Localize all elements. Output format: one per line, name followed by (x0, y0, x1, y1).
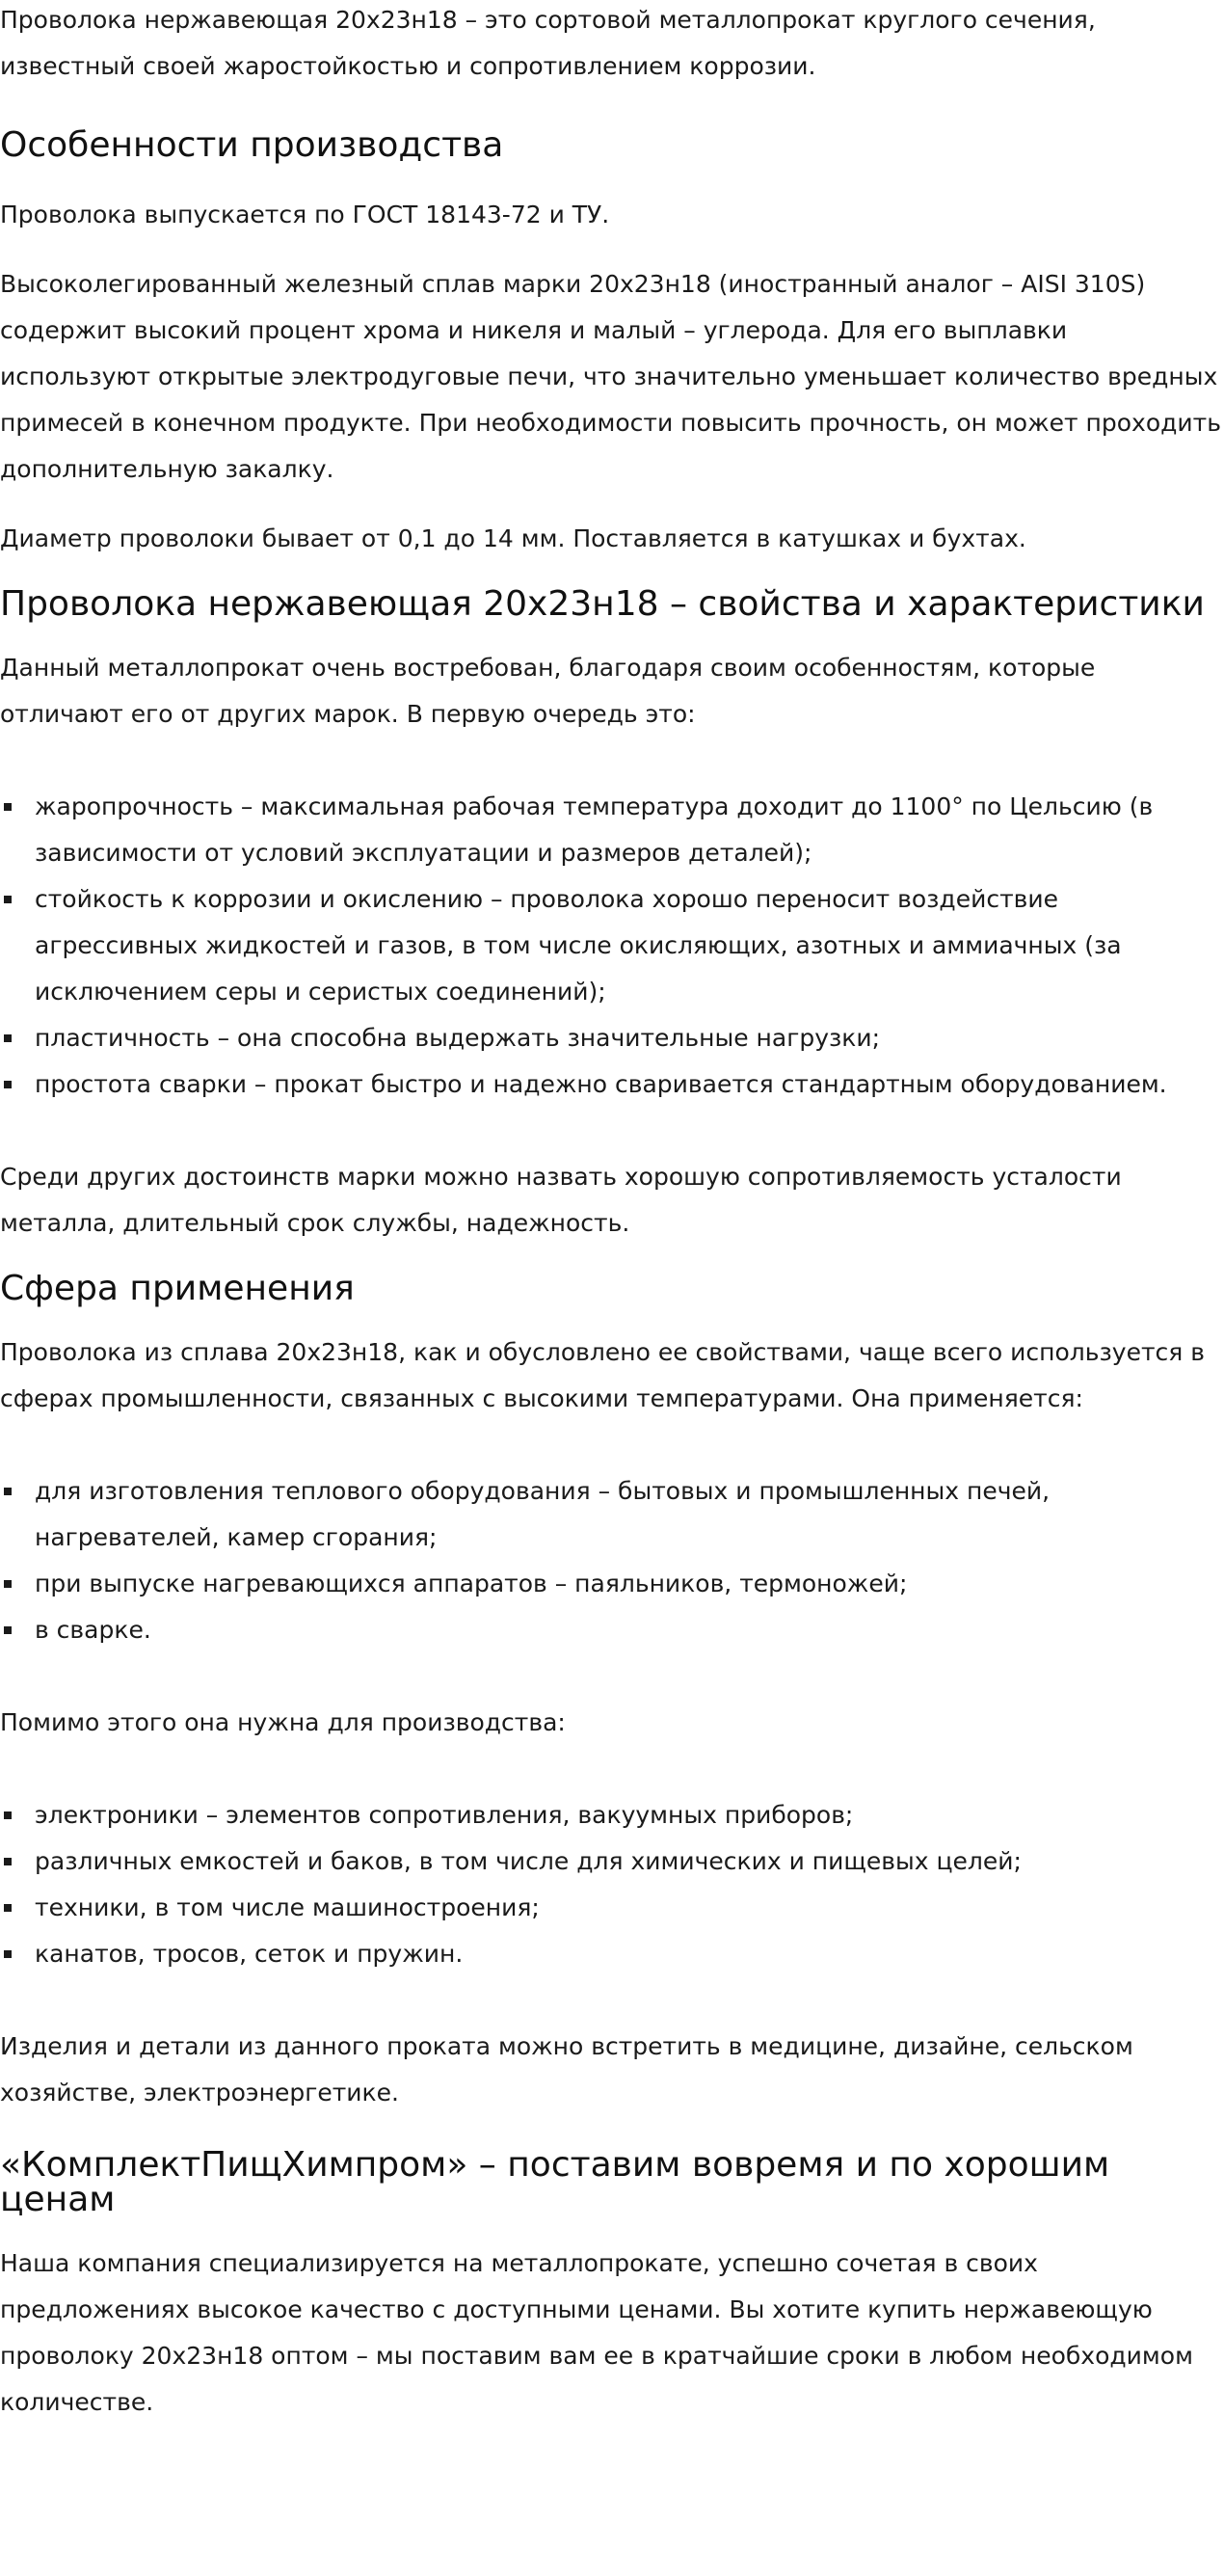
application-outro: Изделия и детали из данного проката можно встретить в медицине, дизайне, сельском хозяйстве, электроэнергетике. (0, 2032, 1133, 2106)
list-item: стойкость к коррозии и окислению – проволока хорошо переносит воздействие агрессивных жидкостей и газов, в том числе окисляющих, азотных и аммиачных (за исключением серы и серистых соединений); (0, 876, 1224, 1015)
production-paragraph-diameter: Диаметр проволоки бывает от 0,1 до 14 мм. Поставляется в катушках и бухтах. (0, 524, 1026, 552)
list-item: в сварке. (0, 1607, 1224, 1653)
properties-outro: Среди других достоинств марки можно назвать хорошую сопротивляемость усталости металла, длительный срок службы, надежность. (0, 1163, 1122, 1237)
heading-properties: Проволока нержавеющая 20х23н18 – свойства и характеристики (0, 584, 1205, 624)
list-item: при выпуске нагревающихся аппаратов – паяльников, термоножей; (0, 1561, 1224, 1607)
production-paragraph-alloy: Высоколегированный железный сплав марки 20х23н18 (иностранный аналог – AISI 310S) содержит высокий процент хрома и никеля и малый – углерода. Для его выплавки используют открытые электродуговые печи, что значительно уменьшает количество вредных примесей в конечном продукте. При необходимости повысить прочность, он может проходить дополнительную закалку. (0, 270, 1221, 483)
list-item: различных емкостей и баков, в том числе для химических и пищевых целей; (0, 1838, 1224, 1885)
list-item: электроники – элементов сопротивления, вакуумных приборов; (0, 1792, 1224, 1838)
properties-list (0, 784, 1224, 1108)
application-intro: Проволока из сплава 20х23н18, как и обусловлено ее свойствами, чаще всего используется в сферах промышленности, связанных с высокими температурами. Она применяется: (0, 1338, 1205, 1412)
list-item: жаропрочность – максимальная рабочая температура доходит до 1100° по Цельсию (в зависимости от условий эксплуатации и размеров деталей); (0, 784, 1224, 876)
heading-production: Особенности производства (0, 125, 504, 165)
list-item: для изготовления теплового оборудования – бытовых и промышленных печей, нагревателей, камер сгорания; (0, 1468, 1224, 1561)
production-list (0, 1792, 1224, 1977)
intro-paragraph: Проволока нержавеющая 20х23н18 – это сортовой металлопрокат круглого сечения, известный своей жаростойкостью и сопротивлением коррозии. (0, 6, 1096, 80)
list-item: техники, в том числе машиностроения; (0, 1885, 1224, 1931)
list-item: пластичность – она способна выдержать значительные нагрузки; (0, 1015, 1224, 1061)
properties-intro: Данный металлопрокат очень востребован, благодаря своим особенностям, которые отличают его от других марок. В первую очередь это: (0, 654, 1096, 728)
company-paragraph: Наша компания специализируется на металлопрокате, успешно сочетая в своих предложениях высокое качество с доступными ценами. Вы хотите купить нержавеющую проволоку 20х23н18 оптом – мы поставим вам ее в кратчайшие сроки в любом необходимом количестве. (0, 2249, 1193, 2416)
list-item: канатов, тросов, сеток и пружин. (0, 1931, 1224, 1977)
application-also: Помимо этого она нужна для производства: (0, 1708, 566, 1736)
heading-application: Сфера применения (0, 1269, 355, 1308)
heading-company: «КомплектПищХимпром» – поставим вовремя и по хорошим ценам (0, 2145, 1110, 2219)
production-paragraph-gost: Проволока выпускается по ГОСТ 18143-72 и ТУ. (0, 201, 610, 228)
list-item: простота сварки – прокат быстро и надежно сваривается стандартным оборудованием. (0, 1061, 1224, 1108)
application-list (0, 1468, 1224, 1653)
